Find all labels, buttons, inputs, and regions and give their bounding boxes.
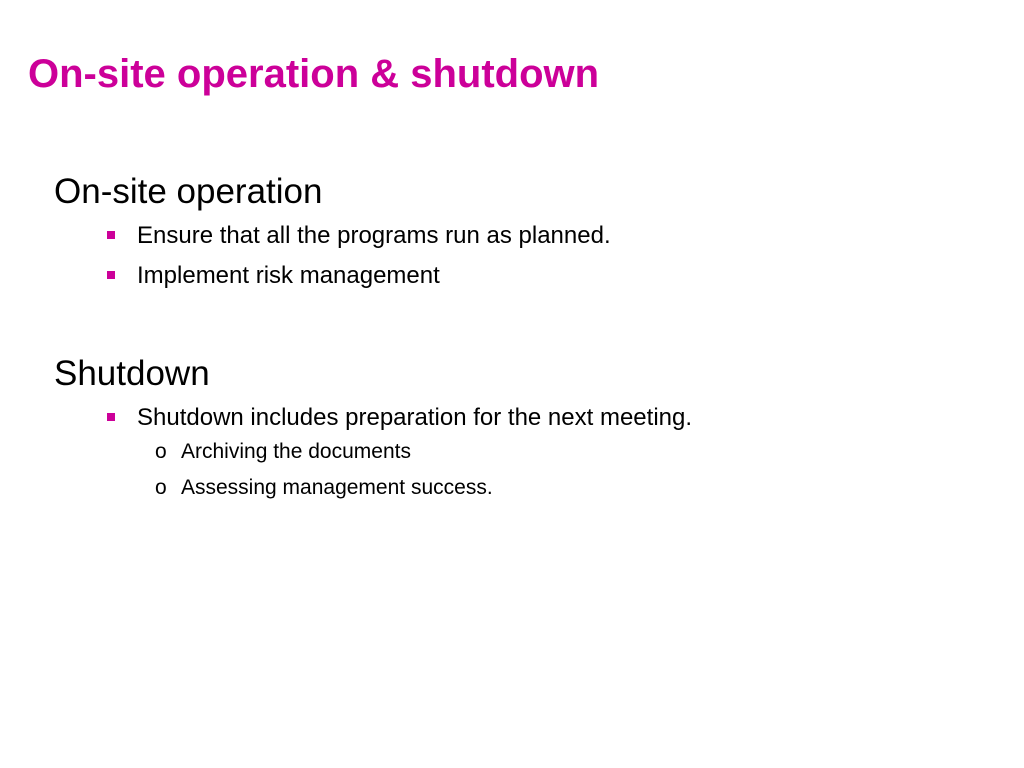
- list-item: [54, 402, 692, 434]
- section-shutdown: [54, 352, 692, 502]
- bullet-text: Ensure that all the programs run as planned.: [137, 222, 611, 249]
- square-bullet-icon: [107, 413, 115, 421]
- sub-bullet-text: Assessing management success.: [181, 476, 493, 499]
- square-bullet-icon: [107, 231, 115, 239]
- section-heading: On-site operation: [54, 172, 323, 211]
- list-item: [54, 220, 611, 252]
- section-on-site-operation: [54, 170, 611, 292]
- sub-list-item: [54, 438, 692, 466]
- list-item: [54, 260, 611, 292]
- section-heading: Shutdown: [54, 354, 210, 393]
- slide-title: On-site operation & shutdown: [28, 52, 600, 96]
- square-bullet-icon: [107, 271, 115, 279]
- sub-bullet-text: Archiving the documents: [181, 440, 411, 463]
- circle-bullet-icon: o: [155, 440, 167, 463]
- sub-list-item: [54, 474, 692, 502]
- bullet-text: Implement risk management: [137, 262, 440, 289]
- bullet-text: Shutdown includes preparation for the next meeting.: [137, 404, 693, 431]
- circle-bullet-icon: o: [155, 476, 167, 499]
